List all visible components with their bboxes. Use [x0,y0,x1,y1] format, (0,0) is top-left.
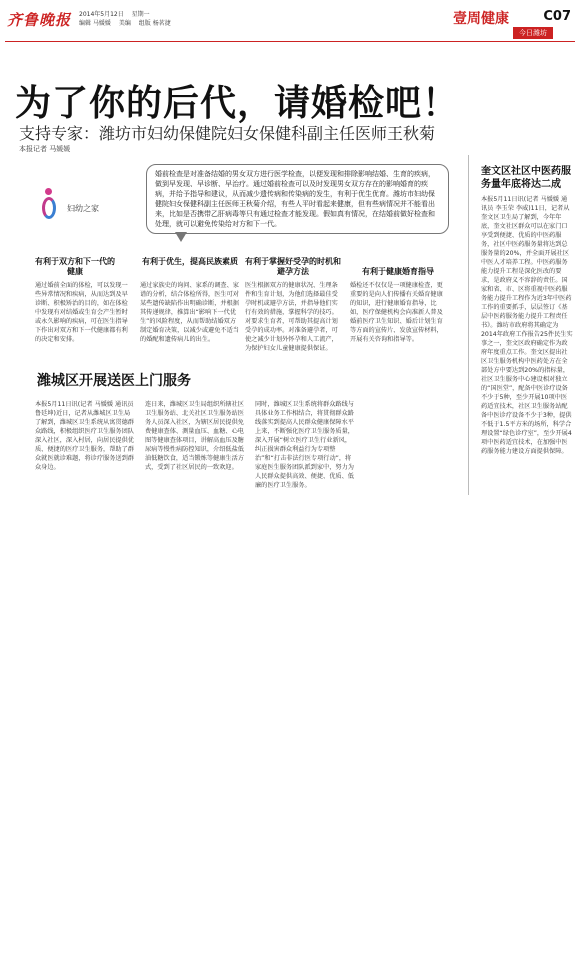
column-title-2: 有利于优生，提高民族素质 [142,257,238,266]
newspaper-page [5,5,575,495]
newspaper-logo: 齐鲁晚报 [7,11,72,29]
column-text-3: 医生根据双方的健康状况、生理条件和生育计划，为他们选择最佳受孕时机或避孕方法，并指导他们实行有效的措施，掌握科学的技巧。对要求生育者，可帮助其提高计划受孕的成功率。对准备避孕者，可使之减少计划外怀孕和人工流产，为保护妇女儿童健康提供保证。 [245,282,338,352]
second-column-3: 同时，潍城区卫生系统将群众路线与具体业务工作相结合，将贯彻群众路线落实到提高人民群众健康保障水平上来，不断强化医疗卫生服务质量，深入开展“树立医疗卫生行业新风，纠正损害群众利益行为专项整治”和“打击非法行医专项行动”，将家庭医生服务团队派到家中，努力为人民群众提供高效、便捷、优质、低廉的医疗卫生服务。 [255,401,354,489]
column-title-4: 有利于健康婚育指导 [362,267,434,276]
sidebar-text: 本报5月11日讯(记者 马媛媛 通讯员 李玉荣 李威)11日，记者从奎文区卫生局了解到，今年年底，奎文社区群众可以在家门口享受到便捷、优质的中医药服务，社区中医药服务量将达到总服务量的20%，并全面开展社区中医人才培养工程。中医药服务能力提升工程是深化医改的要求，是政府义不容辞的责任。国家和省、市、区将重视中医药服务能力提升工程作为近3年中医药工作的重要抓手，层层签订《基层中医药服务能力提升工程责任书》。潍坊市政府将其确定为2014年政府工作报告25件民生实事之一，奎文区政府确定作为政府年度重点工作。奎文区提出社区卫生服务机构中医药处方在全部处方中要达到20%的指标量，社区卫生服务中心建设相对独立的“国医堂”，配备中医诊疗设备不少于5种，至少开展10项中医药适宜技术，社区卫生服务站配备中医诊疗设备不少于3种，提供不低于1.5平方米的场所，科学合理设置“绿色诊疗室”，至少开展4项中医药适宜技术，在加强中医药服务能力建设方面提供保障。 [481,196,573,455]
blank-area [0,495,580,980]
column-title-1: 有利于双方和下一代的健康 [35,257,115,276]
main-subhead: 支持专家：潍坊市妇幼保健院妇女保健科副主任医师王秋菊 [19,124,436,143]
bubble-tail [175,232,187,242]
masthead-meta [79,10,177,28]
sidebar-headline: 奎文区社区中医药服务量年底将达二成 [481,166,571,190]
issue-weekday: 星期一 [131,11,150,18]
intro-panel [35,164,445,250]
column-text-2: 通过家族史的询问、家系的调查、家谱的分析，结合体检所得，医生可对某些遗传缺陷作出明确诊断，并根据其传递规律，推算出“影响下一代优生”的风险程度，从而帮助结婚双方制定婚育决策，以减少或避免不适当的婚配和遗传病儿的出生。 [140,282,239,343]
subsection-tag: 今日潍坊 [513,27,553,39]
masthead [5,5,575,42]
panel-label: 妇幼之家 [67,204,99,213]
column-title-3: 有利于掌握好受孕的时机和避孕方法 [245,257,341,276]
column-text-4: 婚检还不仅仅是一项健康检查，更重要的是向人们传播有关婚育健康的知识，进行健康婚育指导，比如，医疗保健机构会向准新人普及婚前医疗卫生知识、婚后计划生育等方面的宣传片、发放宣传材料，开展有关咨询和指导等。 [350,282,443,343]
issue-date: 2014年5月12日 [79,11,124,18]
column-divider [468,155,469,495]
intro-bubble: 婚前检查是对准备结婚的男女双方进行医学检查，以便发现和排除影响结婚、生育的疾病，做到早发现、早诊断、早治疗。通过婚前检查可以及时发现男女双方存在的影响婚育的疾病，并给予指导和建议，从而减少遗传病和传染病的发生，有利于优生优育。潍坊市妇幼保健院妇女保健科副主任医师王秋菊介绍，有些人平时看起来健康，但有些病情况并不能看出来，比如是否携带乙肝病毒等只有通过检查才能发现。假如真有情况，在结婚前做好检查和处理，就可以避免传染给对方和下一代。 [146,164,449,234]
section-title: 壹周健康 [453,11,509,27]
column-text-1: 通过婚前全面的体检，可以发现一些异常情况和疾病，从而达到及早诊断、积极矫治的目的，如在体检中发现有对结婚或生育会产生暂时或永久影响的疾病，可在医生指导下作出对双方和下一代健康都有利的决定和安排。 [35,282,128,343]
family-icon [39,188,63,224]
maternal-child-logo [35,188,140,228]
second-column-1: 本报5月11日讯(记者 马媛媛 通讯员 鲁廷坤)近日，记者从潍城区卫生局了解到，潍城区卫生系统从寓贯德群众路线，积极组织医疗卫生服务团队深入社区，深入村居，向居民提供优质、便捷的医疗卫生服务，帮助了群众就医就诊难题，将诊疗服务送到群众身边。 [35,401,134,471]
page-number: C07 [543,9,571,24]
second-headline: 潍城区开展送医上门服务 [37,373,191,389]
designer-credit: 美编 [118,20,131,27]
main-byline: 本报记者 马媛媛 [19,145,71,153]
editor-credit: 编辑 马媛媛 [79,20,111,27]
main-headline: 为了你的后代，请婚检吧！ [15,83,460,124]
second-column-2: 连日来，潍城区卫生局组织所辖社区卫生服务站、北关社区卫生服务站医务人员深入社区，为辖区居民提供免费健康查体、测量血压、血糖、心电图等健康查体项目，讲解高血压及糖尿病等慢性病防控知识，介绍低盐低油低糖饮食，适当锻炼等健康生活方式，受到了社区居民的一致欢迎。 [145,401,244,471]
proofreader-credit: 组版 杨茗捷 [138,20,171,27]
